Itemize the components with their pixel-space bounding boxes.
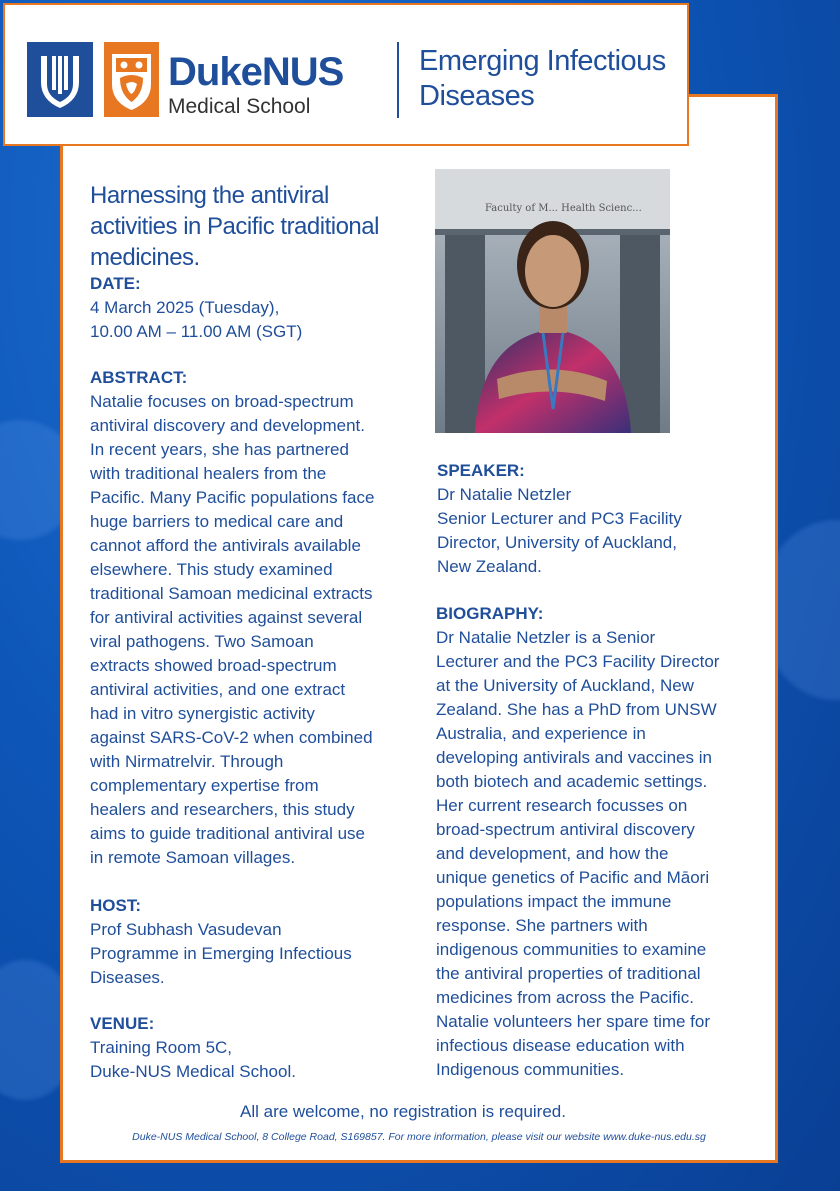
host-value: Prof Subhash Vasudevan Programme in Emerging Infectious Diseases.	[90, 920, 352, 987]
abstract-label: ABSTRACT:	[90, 368, 188, 387]
duke-shield-logo	[27, 42, 93, 117]
header-divider	[397, 42, 399, 118]
brand-name: DukeNUS	[168, 50, 344, 94]
date-label: DATE:	[90, 274, 141, 293]
speaker-label: SPEAKER:	[437, 461, 525, 480]
speaker-photo	[435, 169, 670, 433]
duke-shield-icon	[27, 42, 93, 117]
date-value: 4 March 2025 (Tuesday), 10.00 AM – 11.00 AM (SGT)	[90, 298, 303, 341]
biography-text: Dr Natalie Netzler is a Senior Lecturer and the PC3 Facility Director at the University of Auckland, New Zealand. She has a PhD from UNSW Australia, and experience in developing antivirals and vaccines in both biotech and academic settings. Her current research focusses on broad-spectrum antiviral discovery and development, and how the unique genetics of Pacific and Māori populations impact the immune response. She partners with indigenous communities to examine the antiviral properties of traditional medicines from across the Pacific. Natalie volunteers her spare time for infectious disease education with Indigenous communities.	[436, 628, 720, 1079]
venue-value: Training Room 5C, Duke-NUS Medical School.	[90, 1038, 296, 1081]
programme-title: Emerging Infectious Diseases	[419, 45, 666, 112]
venue-label: VENUE:	[90, 1014, 155, 1033]
biography-label: BIOGRAPHY:	[436, 604, 544, 623]
speaker-value: Dr Natalie Netzler Senior Lecturer and PC3 Facility Director, University of Auckland, New Zealand.	[437, 485, 682, 576]
welcome-note: All are welcome, no registration is required.	[240, 1102, 566, 1121]
brand-subtitle: Medical School	[168, 95, 311, 118]
host-label: HOST:	[90, 896, 141, 915]
abstract-text: Natalie focuses on broad-spectrum antiviral discovery and development. In recent years, she has partnered with traditional healers from the Pacific. Many Pacific populations face huge barriers to medical care and cannot afford the antivirals available elsewhere. This study examined traditional Samoan medicinal extracts for antiviral activities against several viral pathogens. Two Samoan extracts showed broad-spectrum antiviral activities, and one extract had in vitro synergistic activity against SARS-CoV-2 when combined with Nirmatrelvir. Through complementary expertise from healers and researchers, this study aims to guide traditional antiviral use in remote Samoan villages.	[90, 392, 375, 867]
talk-title: Harnessing the antiviral activities in Pacific traditional medicines.	[90, 182, 379, 271]
building-sign-text: Faculty of M... Health Scienc...	[485, 203, 642, 214]
nus-crest-logo	[104, 42, 159, 117]
nus-crest-icon	[104, 42, 159, 117]
footer-address: Duke-NUS Medical School, 8 College Road, S169857. For more information, please visit our website www.duke-nus.edu.sg	[132, 1131, 706, 1143]
